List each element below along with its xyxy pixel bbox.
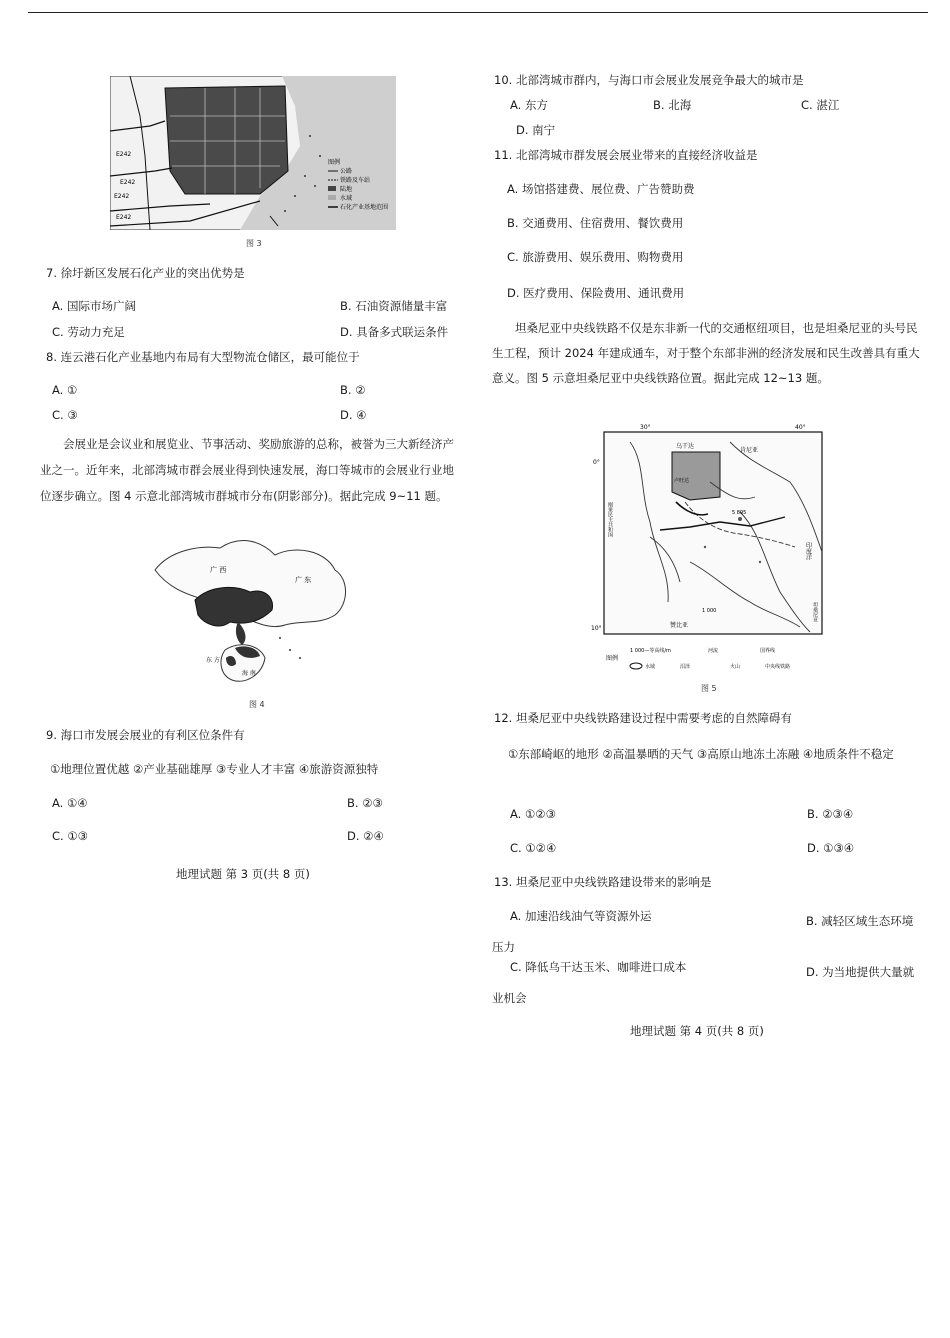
page-footer-right: 地理试题 第 4 页(共 8 页): [630, 1024, 764, 1038]
q9-option-c: C. ①③: [52, 829, 88, 843]
label-drc: 刚果民主共和国: [607, 502, 613, 537]
q12-stem: 12. 坦桑尼亚中央线铁路建设过程中需要考虑的自然障碍有: [494, 711, 792, 725]
label-kilimanjaro: 5 895: [732, 510, 747, 516]
q7-stem: 7. 徐圩新区发展石化产业的突出优势是: [46, 266, 245, 280]
q10-option-d: D. 南宁: [516, 123, 556, 137]
q12-option-d: D. ①③④: [807, 841, 855, 855]
q9-option-b: B. ②③: [347, 796, 383, 810]
svg-text:中央线铁路: 中央线铁路: [765, 664, 791, 670]
q8-option-b: B. ②: [340, 383, 366, 397]
q10-stem: 10. 北部湾城市群内，与海口市会展业发展竞争最大的城市是: [494, 73, 804, 87]
q12-statements: ①东部崎岖的地形 ②高温暴晒的天气 ③高原山地冻土冻融 ④地质条件不稳定: [508, 747, 894, 761]
svg-text:铁路及车站: 铁路及车站: [340, 177, 371, 184]
q13-option-b: B. 减轻区域生态环境压力: [492, 914, 914, 954]
label-uganda: 乌干达: [676, 443, 695, 450]
svg-text:陆地: 陆地: [340, 186, 353, 193]
q8-stem: 8. 连云港石化产业基地内布局有大型物流仓储区，最可能位于: [46, 350, 360, 364]
figure-5-legend: [606, 647, 790, 670]
svg-text:水域: 水域: [340, 195, 353, 202]
q11-option-b: B. 交通费用、住宿费用、餐饮费用: [507, 216, 684, 230]
road-label: E242: [116, 151, 132, 158]
q13-stem: 13. 坦桑尼亚中央线铁路建设带来的影响是: [494, 875, 712, 889]
q13-option-d: D. 为当地提供大量就业机会: [492, 965, 915, 1005]
svg-text:图例: 图例: [328, 159, 341, 166]
label-kenya: 肯尼亚: [740, 447, 759, 454]
q9-stem: 9. 海口市发展会展业的有利区位条件有: [46, 728, 245, 742]
figure-4-map: [150, 530, 360, 690]
q11-option-c: C. 旅游费用、娱乐费用、购物费用: [507, 250, 684, 264]
svg-text:石化产业基地范围: 石化产业基地范围: [340, 204, 389, 211]
q10-option-b: B. 北海: [653, 98, 692, 112]
q7-option-a: A. 国际市场广阔: [52, 299, 136, 313]
label-zambia: 赞比亚: [670, 622, 689, 629]
q7-option-c: C. 劳动力充足: [52, 325, 125, 339]
label-dongfang: 东 方: [206, 657, 220, 664]
svg-text:河流: 河流: [708, 648, 719, 654]
q9-option-a: A. ①④: [52, 796, 88, 810]
passage-12-13: 坦桑尼亚中央线铁路不仅是东非新一代的交通枢纽项目，也是坦桑尼亚的头号民生工程，预计 2024 年建成通车，对于整个东部非洲的经济发展和民生改善具有重大意义。图 5 示意坦桑尼亚中央线铁路位置。据此完成 12~13 题。: [492, 321, 920, 385]
svg-text:火山: 火山: [730, 664, 741, 670]
q7-option-b: B. 石油资源储量丰富: [340, 299, 448, 313]
label-guangdong: 广 东: [295, 576, 312, 584]
figure-3-caption: 图 3: [246, 239, 262, 248]
passage-9-11: 会展业是会议业和展览业、节事活动、奖励旅游的总称，被誉为三大新经济产业之一。近年来，北部湾城市群会展业得到快速发展，海口等城市的会展业行业地位逐步确立。图 4 示意北部湾城市群城市分布(阴影部分)。据此完成 9~11 题。: [40, 437, 454, 503]
q10-option-c: C. 湛江: [801, 98, 840, 112]
road-label: E242: [120, 179, 136, 186]
label-contour: 1 000: [702, 608, 717, 614]
q11-option-d: D. 医疗费用、保险费用、通讯费用: [507, 286, 685, 300]
svg-text:1 000—等高线/m: 1 000—等高线/m: [630, 648, 671, 654]
svg-text:沼泽: 沼泽: [680, 664, 691, 670]
svg-text:水域: 水域: [645, 664, 656, 670]
q13-option-a: A. 加速沿线油气等资源外运: [510, 909, 652, 923]
q12-option-c: C. ①②④: [510, 841, 557, 855]
label-guangxi: 广 西: [210, 566, 227, 574]
label-hainan: 海 南: [242, 670, 256, 677]
figure-4-caption: 图 4: [249, 700, 265, 709]
svg-text:国界线: 国界线: [760, 648, 776, 654]
q7-option-d: D. 具备多式联运条件: [340, 325, 449, 339]
q8-option-c: C. ③: [52, 408, 78, 422]
q9-statements: ①地理位置优越 ②产业基础雄厚 ③专业人才丰富 ④旅游资源独特: [50, 762, 379, 776]
q10-option-a: A. 东方: [510, 98, 548, 112]
q11-option-a: A. 场馆搭建费、展位费、广告赞助费: [507, 182, 695, 196]
figure-3-map: [110, 76, 396, 230]
q12-option-a: A. ①②③: [510, 807, 556, 821]
label-indian-ocean: 印度洋: [804, 542, 812, 560]
svg-text:公路: 公路: [340, 168, 353, 175]
q8-option-a: A. ①: [52, 383, 78, 397]
q11-stem: 11. 北部湾城市群发展会展业带来的直接经济收益是: [494, 148, 758, 162]
road-label: E242: [116, 214, 132, 221]
q12-option-b: B. ②③④: [807, 807, 854, 821]
lat-0: 0°: [593, 459, 600, 466]
q8-option-d: D. ④: [340, 408, 367, 422]
label-tanzania: 坦桑尼亚: [812, 602, 818, 622]
figure-5-map: [590, 422, 830, 674]
lat-10: 10°: [591, 625, 602, 632]
figure-5-caption: 图 5: [701, 684, 717, 693]
svg-text:图例: 图例: [606, 655, 619, 662]
lon-30: 30°: [640, 424, 651, 431]
road-label: E242: [114, 193, 130, 200]
q9-option-d: D. ②④: [347, 829, 384, 843]
q13-option-c: C. 降低乌干达玉米、咖啡进口成本: [510, 960, 687, 974]
page-footer-left: 地理试题 第 3 页(共 8 页): [176, 867, 310, 881]
lon-40: 40°: [795, 424, 806, 431]
top-rule: [28, 12, 928, 13]
label-rwanda: 卢旺达: [674, 478, 690, 484]
